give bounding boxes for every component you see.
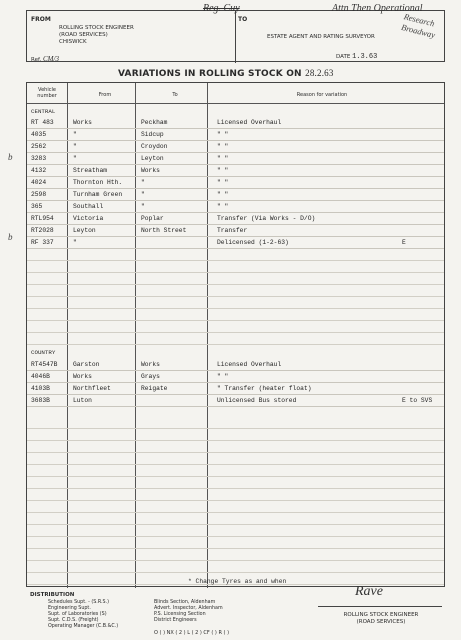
cell-reason: " "	[217, 373, 229, 380]
memo-header	[26, 3, 445, 63]
document-title	[118, 68, 334, 79]
cell-reason: Licensed Overhaul	[217, 119, 282, 126]
cell-to: Grays	[141, 373, 160, 380]
date-value: 1.3.63	[352, 53, 378, 61]
cell-vehicle: RF 337	[31, 239, 54, 246]
cell-from: "	[73, 239, 77, 246]
table-row	[27, 383, 444, 395]
table-row	[27, 129, 444, 141]
cell-from: Southall	[73, 203, 104, 210]
cell-reason: Unlicensed Bus stored	[217, 397, 297, 404]
blank-row-rule	[27, 320, 444, 321]
blank-row-rule	[27, 536, 444, 537]
cell-vehicle: 3683B	[31, 397, 50, 404]
cell-vehicle: 3283	[31, 155, 47, 162]
memo-date	[336, 53, 377, 61]
row-rule	[27, 406, 444, 407]
cell-to: "	[141, 191, 145, 198]
table-row	[27, 225, 444, 237]
cell-vehicle: 2562	[31, 143, 47, 150]
blank-row-rule	[27, 296, 444, 297]
cell-to: Peckham	[141, 119, 168, 126]
blank-row-rule	[27, 524, 444, 525]
cell-to: Sidcup	[141, 131, 164, 138]
table-row	[27, 153, 444, 165]
distribution-item: Supt. C.D.S. (Freight)	[48, 618, 99, 623]
from-address	[59, 25, 134, 46]
cell-from: Streatham	[73, 167, 108, 174]
cell-from: Northfleet	[73, 385, 111, 392]
cell-to: Leyton	[141, 155, 164, 162]
cell-reason: Transfer (Via Works - D/O)	[217, 215, 316, 222]
signature: Rave	[355, 584, 383, 599]
reference	[31, 55, 59, 63]
cell-reason: " "	[217, 179, 229, 186]
cell-vehicle: RT4547B	[31, 361, 58, 368]
distribution-item: Blinds Section, Aldenham	[154, 600, 216, 605]
column-header-to: To	[172, 92, 178, 98]
cell-from: "	[73, 155, 77, 162]
from-line: (ROAD SERVICES)	[59, 32, 108, 38]
cell-reason: " "	[217, 167, 229, 174]
cell-to: North Street	[141, 227, 187, 234]
blank-row-rule	[27, 488, 444, 489]
cell-vehicle: 4024	[31, 179, 47, 186]
table-row	[27, 117, 444, 129]
cell-vehicle: RTL954	[31, 215, 54, 222]
ref-label: Ref.	[31, 57, 42, 63]
signature-line	[318, 606, 442, 607]
cell-reason: Transfer	[217, 227, 248, 234]
cell-from: Turnham Green	[73, 191, 123, 198]
column-header-vehicle: Vehicle number	[37, 87, 57, 99]
distribution-list-right	[154, 600, 223, 624]
table-row	[27, 395, 444, 407]
from-line: CHISWICK	[59, 39, 87, 45]
column-header-reason: Reason for variation	[296, 92, 348, 98]
cell-reason: " "	[217, 131, 229, 138]
cell-from: Luton	[73, 397, 92, 404]
to-recipient: ESTATE AGENT AND RATING SURVEYOR	[267, 34, 375, 40]
margin-mark: b	[8, 232, 13, 242]
distribution-item: Engineering Supt.	[48, 606, 91, 611]
blank-row-rule	[27, 500, 444, 501]
cell-to: Reigate	[141, 385, 168, 392]
table-row	[27, 237, 444, 249]
blank-row-rule	[27, 476, 444, 477]
handwritten-margin-note: Research Broadway	[400, 11, 437, 41]
blank-row-rule	[27, 272, 444, 273]
cell-reason: " Transfer (heater float)	[217, 385, 312, 392]
blank-row-rule	[27, 548, 444, 549]
cell-reason: " "	[217, 203, 229, 210]
cell-from: "	[73, 131, 77, 138]
column-header-from: From	[98, 92, 112, 98]
cell-reason: " "	[217, 155, 229, 162]
signatory-line: (ROAD SERVICES)	[356, 619, 406, 625]
blank-row-rule	[27, 284, 444, 285]
margin-mark: b	[8, 152, 13, 162]
table-row	[27, 201, 444, 213]
cell-to: Works	[141, 361, 160, 368]
distribution-item: P.S. Licensing Section	[154, 612, 206, 617]
cell-reason: Licensed Overhaul	[217, 361, 282, 368]
distribution-codes: O ( ) NX ( 2 ) L ( 2 ) CF ( ) R ( )	[154, 630, 230, 636]
cell-reason: " "	[217, 191, 229, 198]
cell-vehicle: RT 483	[31, 119, 54, 126]
distribution-item: Advert. Inspector, Aldenham	[154, 606, 223, 611]
cell-from: Victoria	[73, 215, 104, 222]
signatory-line: ROLLING STOCK ENGINEER	[343, 612, 419, 618]
blank-row-rule	[27, 332, 444, 333]
blank-row-rule	[27, 260, 444, 261]
from-line: ROLLING STOCK ENGINEER	[59, 25, 134, 31]
footnote: * Change Tyres as and when	[188, 578, 287, 585]
blank-row-rule	[27, 512, 444, 513]
blank-row-rule	[27, 344, 444, 345]
cell-to: Poplar	[141, 215, 164, 222]
cell-from: "	[73, 143, 77, 150]
distribution-label: DISTRIBUTION	[30, 592, 75, 598]
blank-row-rule	[27, 428, 444, 429]
cell-to: "	[141, 203, 145, 210]
cell-note: E	[402, 239, 406, 246]
cell-vehicle: 4035	[31, 131, 47, 138]
section-label-country: COUNTRY	[31, 349, 56, 356]
distribution-item: Schedules Supt. - (S.R.S.)	[48, 600, 109, 605]
blank-row-rule	[27, 308, 444, 309]
cell-vehicle: 4046B	[31, 373, 50, 380]
blank-row-rule	[27, 560, 444, 561]
cell-from: Leyton	[73, 227, 96, 234]
cell-vehicle: 4103B	[31, 385, 50, 392]
cell-from: Works	[73, 373, 92, 380]
header-divider	[235, 11, 236, 63]
section-label-central: CENTRAL	[31, 108, 56, 115]
blank-row-rule	[27, 440, 444, 441]
table-row	[27, 141, 444, 153]
from-label: FROM	[31, 16, 51, 23]
table-row	[27, 359, 444, 371]
cell-from: Garston	[73, 361, 100, 368]
table-row	[27, 371, 444, 383]
header-rule	[27, 103, 444, 104]
title-date: 28.2.63	[305, 68, 334, 78]
blank-row-rule	[27, 572, 444, 573]
cell-reason: " "	[217, 143, 229, 150]
distribution-item: District Engineers	[154, 618, 197, 623]
blank-row-rule	[27, 464, 444, 465]
cell-to: Croydon	[141, 143, 168, 150]
blank-row-rule	[27, 452, 444, 453]
table-row	[27, 165, 444, 177]
struck-text: Reg. Cuy	[203, 3, 240, 14]
cell-vehicle: 365	[31, 203, 43, 210]
cell-from: Works	[73, 119, 92, 126]
handwritten-recipient: Attn Then Operational	[332, 3, 423, 14]
distribution-item: Operating Manager (C.B.&C.)	[48, 624, 119, 629]
ref-value: CM/3	[43, 55, 59, 63]
cell-vehicle: RT2028	[31, 227, 54, 234]
signatory	[326, 612, 436, 626]
cell-to: Works	[141, 167, 160, 174]
cell-vehicle: 4132	[31, 167, 47, 174]
cell-from: Thornton Hth.	[73, 179, 123, 186]
table-row	[27, 177, 444, 189]
title-text: VARIATIONS IN ROLLING STOCK ON	[118, 69, 302, 79]
table-row	[27, 189, 444, 201]
row-rule	[27, 248, 444, 249]
to-label: TO	[238, 16, 248, 23]
cell-to: "	[141, 179, 145, 186]
cell-vehicle: 2598	[31, 191, 47, 198]
distribution-list-left	[48, 600, 118, 630]
cell-note: E to SVS	[402, 397, 433, 404]
table-row	[27, 213, 444, 225]
date-label: DATE	[336, 54, 351, 60]
cell-reason: Delicensed (1-2-63)	[217, 239, 289, 246]
variations-table	[26, 82, 445, 587]
distribution-item: Supt. of Laboratories (S)	[48, 612, 107, 617]
